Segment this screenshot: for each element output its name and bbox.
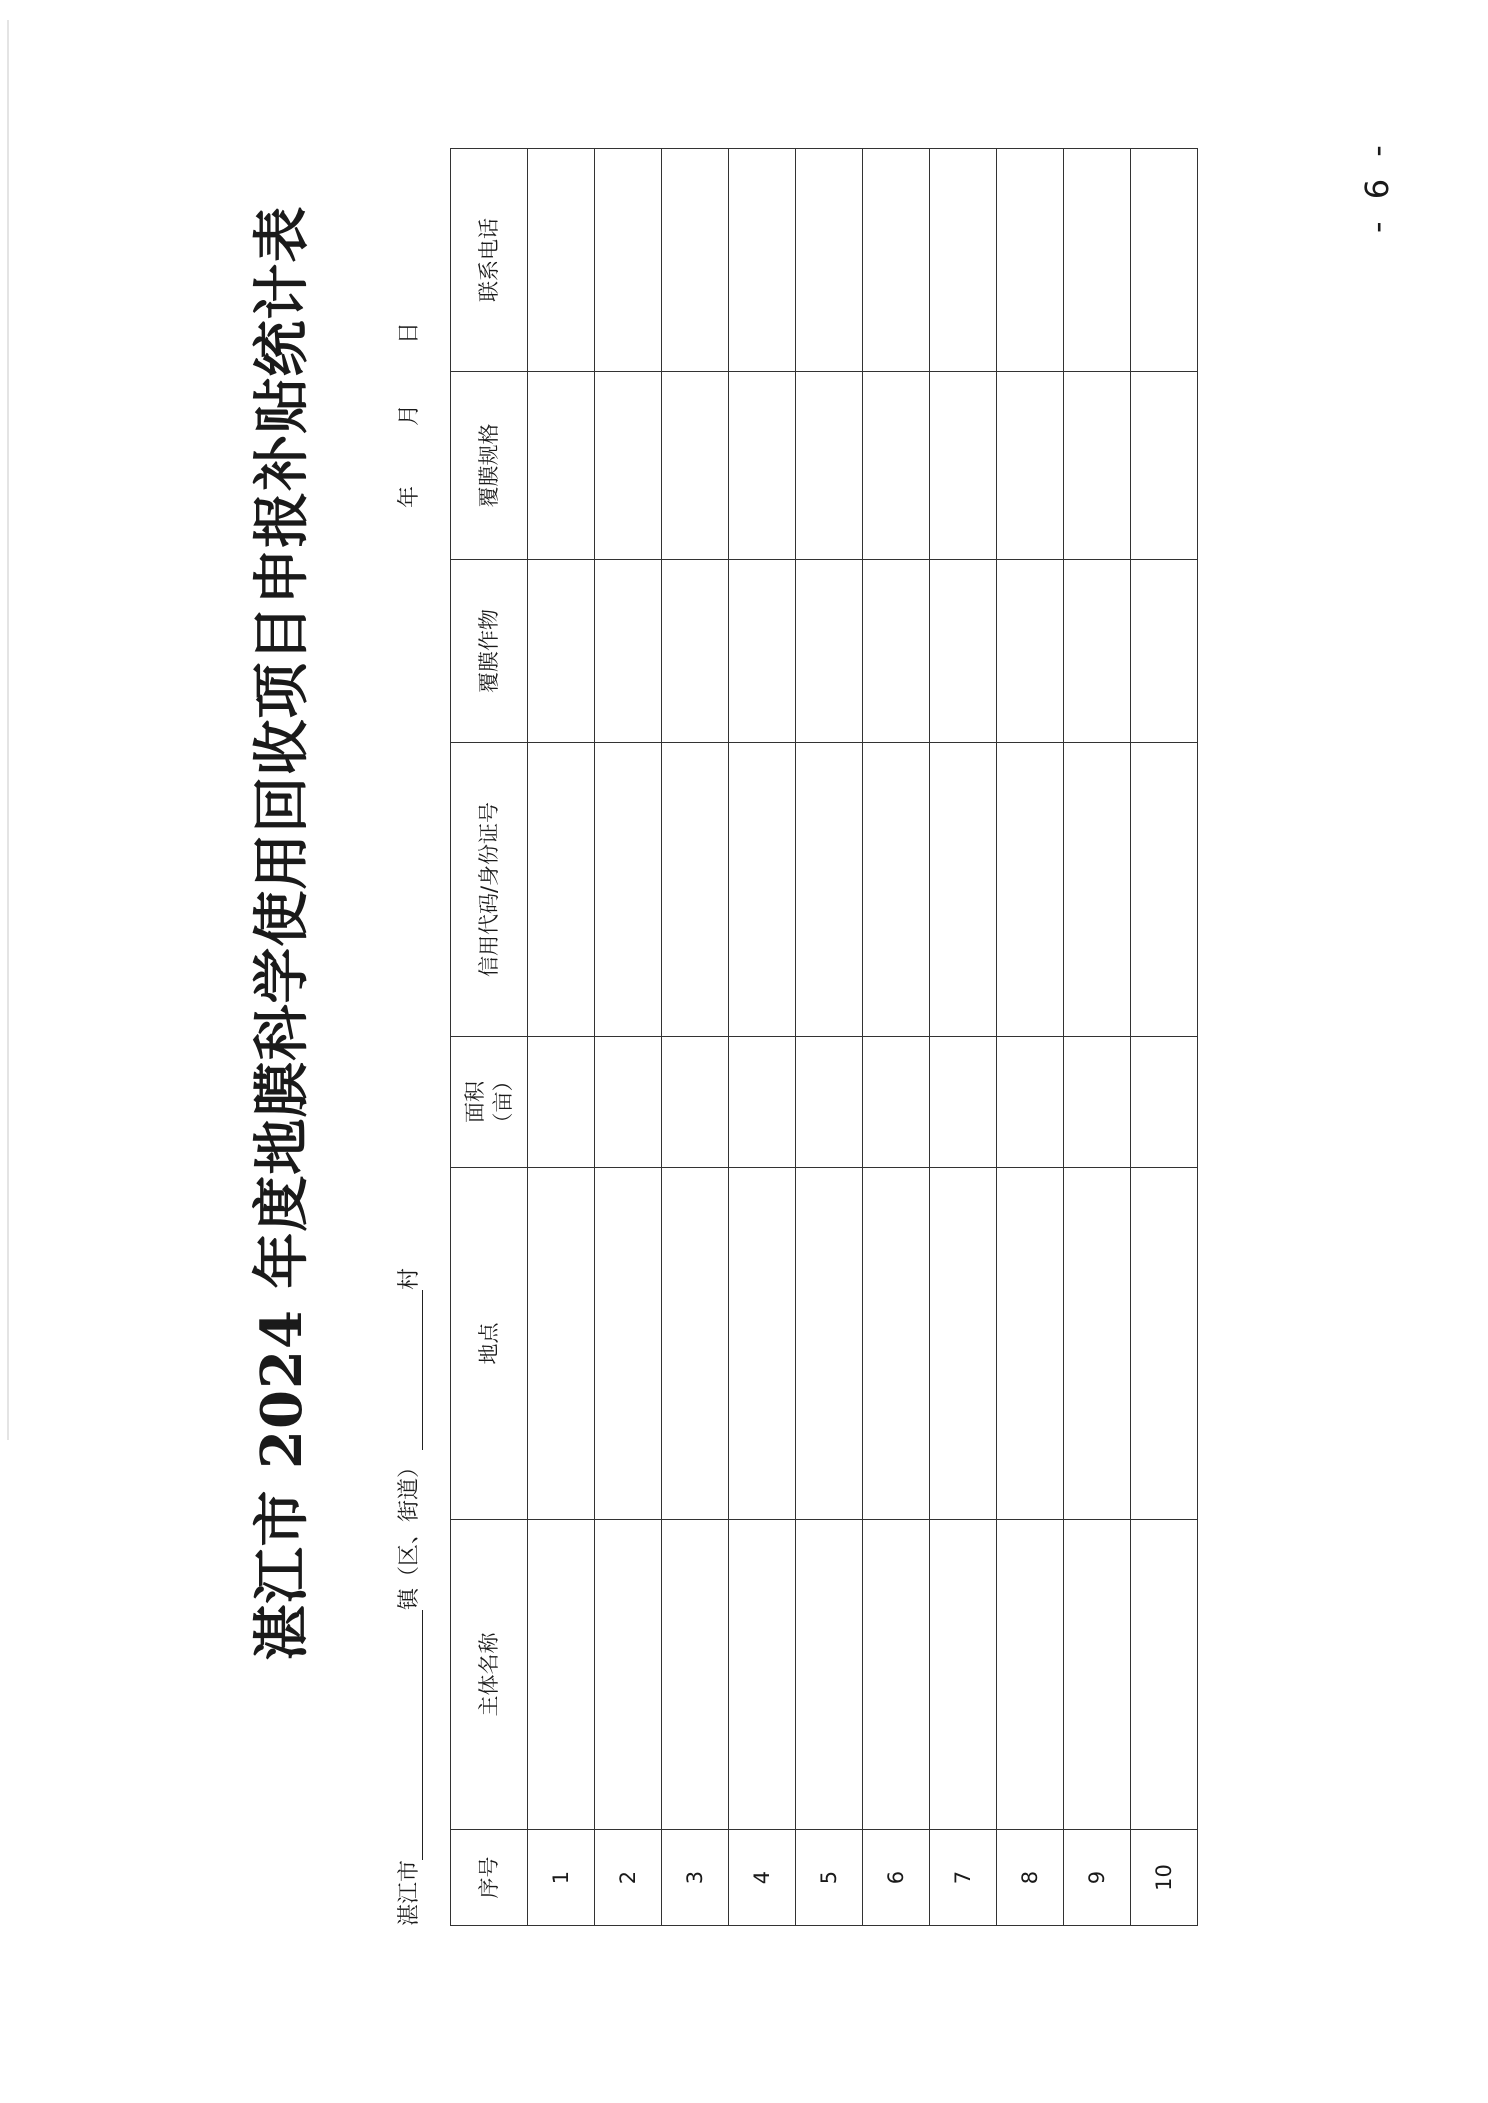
input-cell[interactable] bbox=[729, 560, 796, 743]
table-header-row bbox=[451, 149, 528, 1926]
input-cell[interactable] bbox=[930, 743, 997, 1037]
input-cell[interactable] bbox=[729, 1168, 796, 1520]
input-cell[interactable] bbox=[930, 372, 997, 560]
row-index-cell: 3 bbox=[662, 1830, 729, 1926]
location-line bbox=[392, 1268, 423, 1926]
table-row bbox=[595, 149, 662, 1926]
input-cell[interactable] bbox=[997, 560, 1064, 743]
input-cell[interactable] bbox=[595, 149, 662, 372]
input-cell[interactable] bbox=[863, 560, 930, 743]
input-cell[interactable] bbox=[1064, 1520, 1131, 1830]
input-cell[interactable] bbox=[796, 1037, 863, 1168]
input-cell[interactable] bbox=[930, 560, 997, 743]
input-cell[interactable] bbox=[662, 372, 729, 560]
page-number: - 6 - bbox=[1358, 139, 1396, 233]
input-cell[interactable] bbox=[729, 743, 796, 1037]
input-cell[interactable] bbox=[1064, 149, 1131, 372]
table-row bbox=[729, 149, 796, 1926]
year-label: 年 bbox=[397, 485, 422, 508]
input-cell[interactable] bbox=[1064, 1168, 1131, 1520]
month-label: 月 bbox=[397, 403, 422, 426]
input-cell[interactable] bbox=[595, 1168, 662, 1520]
table-row bbox=[1131, 149, 1198, 1926]
row-index-cell: 9 bbox=[1064, 1830, 1131, 1926]
row-index-cell: 10 bbox=[1131, 1830, 1198, 1926]
table-row bbox=[1064, 149, 1131, 1926]
input-cell[interactable] bbox=[729, 1520, 796, 1830]
input-cell[interactable] bbox=[863, 1520, 930, 1830]
input-cell[interactable] bbox=[930, 1168, 997, 1520]
table-row bbox=[863, 149, 930, 1926]
input-cell[interactable] bbox=[595, 1520, 662, 1830]
header-film-spec: 覆膜规格 bbox=[451, 372, 528, 560]
input-cell[interactable] bbox=[1064, 743, 1131, 1037]
input-cell[interactable] bbox=[997, 1168, 1064, 1520]
input-cell[interactable] bbox=[1064, 1037, 1131, 1168]
input-cell[interactable] bbox=[595, 560, 662, 743]
input-cell[interactable] bbox=[930, 149, 997, 372]
input-cell[interactable] bbox=[997, 1037, 1064, 1168]
table-row bbox=[662, 149, 729, 1926]
input-cell[interactable] bbox=[796, 1168, 863, 1520]
table-row bbox=[997, 149, 1064, 1926]
input-cell[interactable] bbox=[1131, 1520, 1198, 1830]
row-index-cell: 7 bbox=[930, 1830, 997, 1926]
row-index-cell: 2 bbox=[595, 1830, 662, 1926]
city-label: 湛江市 bbox=[397, 1859, 422, 1926]
header-area bbox=[451, 1037, 528, 1168]
input-cell[interactable] bbox=[662, 560, 729, 743]
input-cell[interactable] bbox=[1131, 149, 1198, 372]
input-cell[interactable] bbox=[997, 1520, 1064, 1830]
input-cell[interactable] bbox=[1131, 743, 1198, 1037]
town-blank bbox=[422, 1610, 423, 1860]
row-index-cell: 8 bbox=[997, 1830, 1064, 1926]
input-cell[interactable] bbox=[662, 743, 729, 1037]
input-cell[interactable] bbox=[528, 1520, 595, 1830]
day-label: 日 bbox=[397, 321, 422, 344]
input-cell[interactable] bbox=[729, 149, 796, 372]
input-cell[interactable] bbox=[595, 1037, 662, 1168]
input-cell[interactable] bbox=[662, 1037, 729, 1168]
input-cell[interactable] bbox=[863, 743, 930, 1037]
input-cell[interactable] bbox=[528, 372, 595, 560]
input-cell[interactable] bbox=[863, 149, 930, 372]
input-cell[interactable] bbox=[595, 372, 662, 560]
header-location: 地点 bbox=[451, 1168, 528, 1520]
input-cell[interactable] bbox=[528, 1037, 595, 1168]
input-cell[interactable] bbox=[729, 372, 796, 560]
header-credit-id: 信用代码/身份证号 bbox=[451, 743, 528, 1037]
header-entity-name: 主体名称 bbox=[451, 1520, 528, 1830]
input-cell[interactable] bbox=[796, 149, 863, 372]
input-cell[interactable] bbox=[662, 149, 729, 372]
table-row bbox=[528, 149, 595, 1926]
row-index-cell: 6 bbox=[863, 1830, 930, 1926]
input-cell[interactable] bbox=[997, 149, 1064, 372]
input-cell[interactable] bbox=[1131, 1037, 1198, 1168]
input-cell[interactable] bbox=[863, 372, 930, 560]
input-cell[interactable] bbox=[1131, 1168, 1198, 1520]
input-cell[interactable] bbox=[528, 560, 595, 743]
input-cell[interactable] bbox=[863, 1168, 930, 1520]
input-cell[interactable] bbox=[528, 149, 595, 372]
document-title: 湛江市 2024 年度地膜科学使用回收项目申报补贴统计表 bbox=[249, 205, 315, 1661]
input-cell[interactable] bbox=[997, 743, 1064, 1037]
input-cell[interactable] bbox=[930, 1520, 997, 1830]
village-label: 村 bbox=[397, 1267, 422, 1290]
header-phone: 联系电话 bbox=[451, 149, 528, 372]
input-cell[interactable] bbox=[863, 1037, 930, 1168]
input-cell[interactable] bbox=[796, 743, 863, 1037]
table-row bbox=[796, 149, 863, 1926]
table-row bbox=[930, 149, 997, 1926]
input-cell[interactable] bbox=[729, 1037, 796, 1168]
town-label: 镇（区、街道） bbox=[397, 1455, 422, 1610]
input-cell[interactable] bbox=[796, 560, 863, 743]
input-cell[interactable] bbox=[930, 1037, 997, 1168]
date-line bbox=[392, 262, 423, 508]
header-index: 序号 bbox=[451, 1830, 528, 1926]
row-index-cell: 4 bbox=[729, 1830, 796, 1926]
row-index-cell: 5 bbox=[796, 1830, 863, 1926]
input-cell[interactable] bbox=[662, 1168, 729, 1520]
input-cell[interactable] bbox=[1064, 372, 1131, 560]
input-cell[interactable] bbox=[796, 1520, 863, 1830]
input-cell[interactable] bbox=[1064, 560, 1131, 743]
input-cell[interactable] bbox=[595, 743, 662, 1037]
input-cell[interactable] bbox=[528, 1168, 595, 1520]
input-cell[interactable] bbox=[528, 743, 595, 1037]
header-crop: 覆膜作物 bbox=[451, 560, 528, 743]
village-blank bbox=[422, 1290, 423, 1450]
header-area-unit: （亩） bbox=[491, 1070, 515, 1134]
subsidy-table bbox=[450, 148, 1198, 1926]
input-cell[interactable] bbox=[1131, 560, 1198, 743]
input-cell[interactable] bbox=[796, 372, 863, 560]
row-index-cell: 1 bbox=[528, 1830, 595, 1926]
input-cell[interactable] bbox=[662, 1520, 729, 1830]
input-cell[interactable] bbox=[997, 372, 1064, 560]
header-area-label: 面积 bbox=[462, 1081, 487, 1123]
input-cell[interactable] bbox=[1131, 372, 1198, 560]
